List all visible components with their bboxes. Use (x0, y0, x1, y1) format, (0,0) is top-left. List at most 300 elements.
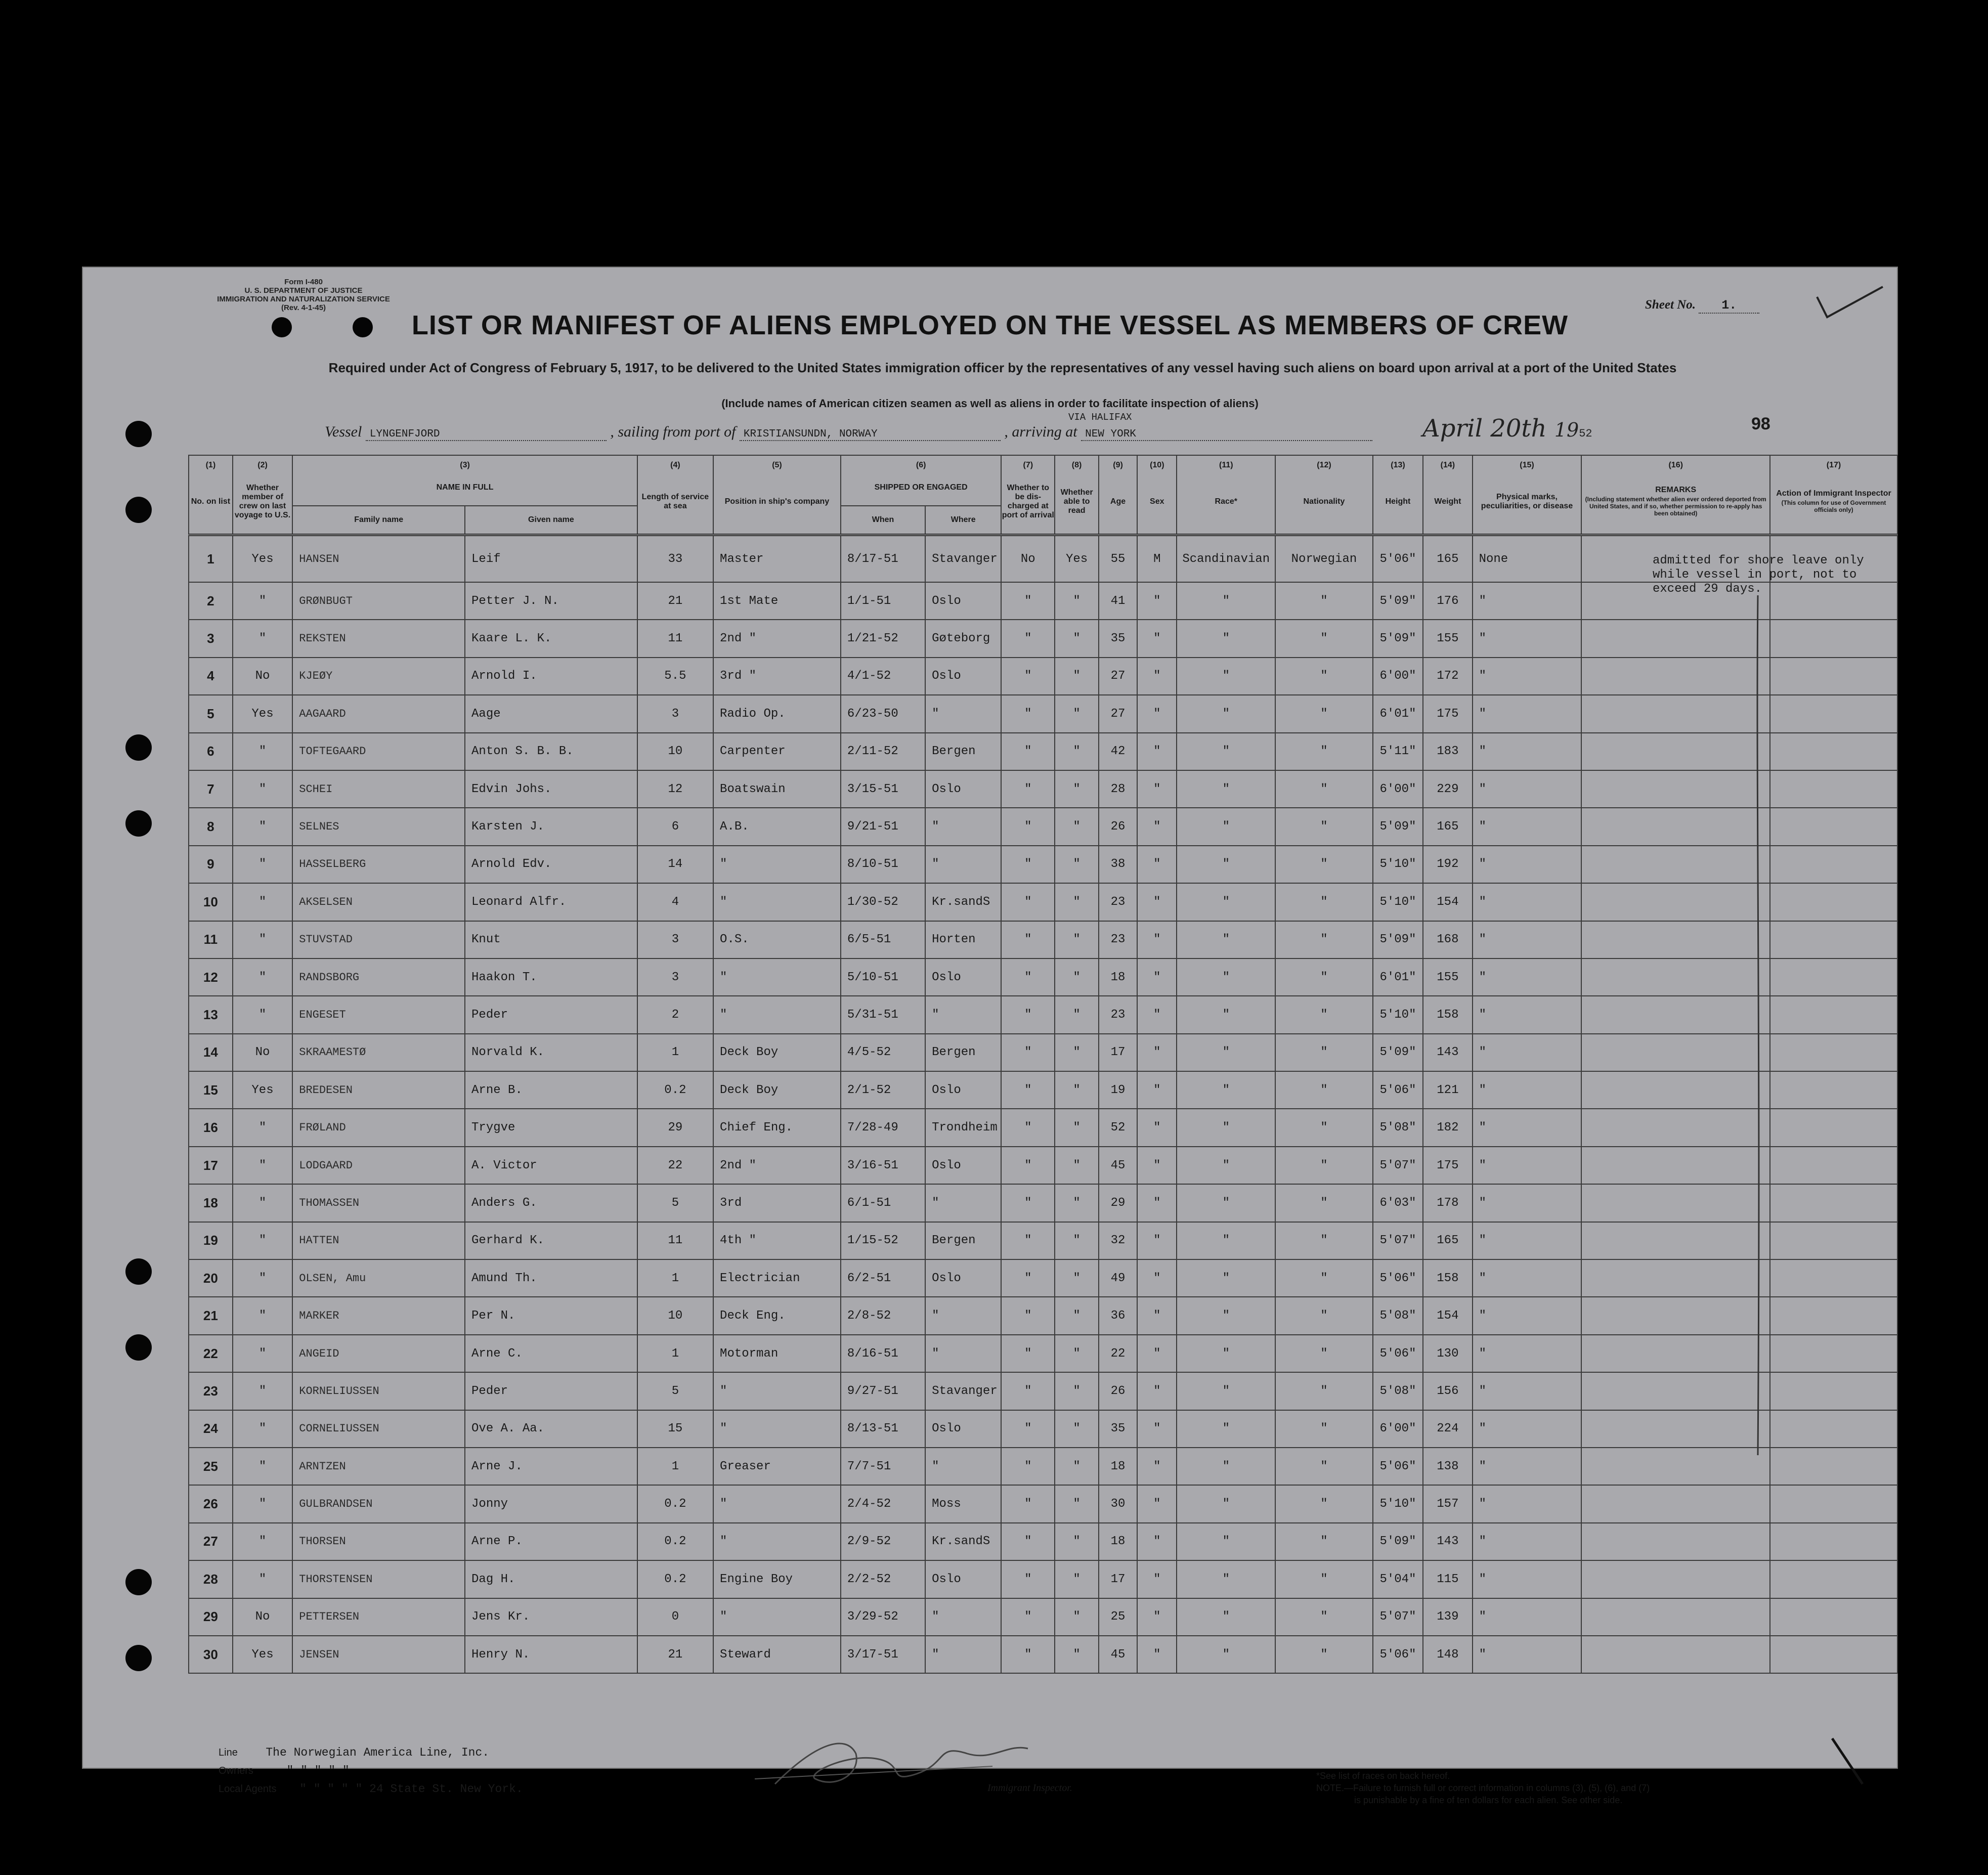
cell-marks: None (1473, 535, 1582, 583)
cell-nationality: " (1275, 1034, 1373, 1071)
cell-read: " (1055, 1636, 1099, 1673)
header-position: Position in ship's company (713, 470, 841, 535)
cell-height: 5'07" (1373, 1147, 1423, 1184)
cell-given: Edvin Johs. (465, 770, 637, 808)
binder-hole (125, 1645, 152, 1671)
cell-given: Arne J. (465, 1448, 637, 1485)
cell-marks: " (1473, 620, 1582, 657)
cell-given: A. Victor (465, 1147, 637, 1184)
cell-sex: " (1137, 1372, 1177, 1410)
cell-crew: " (233, 1109, 293, 1146)
cell-position: Chief Eng. (713, 1109, 841, 1146)
cell-where: " (925, 1636, 1001, 1673)
footer-note-line: *See list of races on back hereof. (1316, 1771, 1450, 1781)
cell-age: 17 (1099, 1560, 1137, 1598)
cell-marks: " (1473, 1372, 1582, 1410)
cell-height: 5'09" (1373, 1034, 1423, 1071)
cell-age: 32 (1099, 1222, 1137, 1259)
cell-discharged: " (1001, 1259, 1055, 1297)
manifest-sheet (82, 267, 1898, 1805)
header-when: When (841, 506, 925, 535)
binder-hole (125, 734, 152, 761)
cell-sex: " (1137, 921, 1177, 958)
footer-note (1316, 1770, 1650, 1806)
cell-marks: " (1473, 921, 1582, 958)
cell-no: 3 (189, 620, 233, 657)
table-row (189, 770, 1897, 808)
cell-no: 9 (189, 846, 233, 883)
cell-nationality: " (1275, 1184, 1373, 1222)
col-num: (6) (841, 455, 1001, 470)
cell-family: KJEØY (292, 658, 465, 695)
cell-height: 5'09" (1373, 582, 1423, 620)
table-row (189, 1523, 1897, 1560)
cell-discharged: " (1001, 582, 1055, 620)
cell-discharged: " (1001, 1071, 1055, 1109)
cell-age: 23 (1099, 996, 1137, 1033)
col-num: (15) (1473, 455, 1582, 470)
cell-discharged: " (1001, 921, 1055, 958)
cell-family: KORNELIUSSEN (292, 1372, 465, 1410)
cell-length: 11 (637, 1222, 713, 1259)
cell-nationality: Norwegian (1275, 535, 1373, 583)
table-row (189, 921, 1897, 958)
cell-age: 36 (1099, 1297, 1137, 1334)
col-num: (14) (1423, 455, 1472, 470)
cell-discharged: " (1001, 846, 1055, 883)
cell-given: Peder (465, 1372, 637, 1410)
col-num: (9) (1099, 455, 1137, 470)
cell-race: " (1177, 770, 1275, 808)
cell-height: 6'00" (1373, 658, 1423, 695)
cell-empty (1770, 1109, 1897, 1146)
cell-position: 2nd " (713, 1147, 841, 1184)
page-number: 98 (1751, 414, 1770, 433)
cell-position: Boatswain (713, 770, 841, 808)
cell-family: FRØLAND (292, 1109, 465, 1146)
cell-length: 0 (637, 1598, 713, 1636)
cell-height: 5'06" (1373, 1259, 1423, 1297)
cell-nationality: " (1275, 733, 1373, 770)
cell-marks: " (1473, 733, 1582, 770)
cell-when: 7/7-51 (841, 1448, 925, 1485)
cell-where: " (925, 996, 1001, 1033)
cell-position: Greaser (713, 1448, 841, 1485)
cell-where: Oslo (925, 658, 1001, 695)
cell-length: 5.5 (637, 658, 713, 695)
cell-race: " (1177, 1372, 1275, 1410)
cell-nationality: " (1275, 770, 1373, 808)
cell-length: 1 (637, 1448, 713, 1485)
cell-height: 5'09" (1373, 921, 1423, 958)
crew-table (188, 455, 1898, 1674)
cell-where: " (925, 846, 1001, 883)
cell-crew: " (233, 1560, 293, 1598)
cell-no: 6 (189, 733, 233, 770)
cell-marks: " (1473, 1560, 1582, 1598)
cell-when: 6/1-51 (841, 1184, 925, 1222)
cell-empty (1581, 808, 1770, 845)
cell-family: BREDESEN (292, 1071, 465, 1109)
cell-read: " (1055, 883, 1099, 921)
remark-bracket-line (1754, 595, 1764, 1455)
cell-marks: " (1473, 1485, 1582, 1522)
cell-weight: 143 (1423, 1034, 1472, 1071)
cell-length: 0.2 (637, 1560, 713, 1598)
cell-empty (1581, 733, 1770, 770)
cell-age: 18 (1099, 1523, 1137, 1560)
cell-discharged: " (1001, 1222, 1055, 1259)
cell-family: RANDSBORG (292, 958, 465, 996)
table-row (189, 1598, 1897, 1636)
cell-length: 1 (637, 1259, 713, 1297)
cell-height: 5'06" (1373, 1335, 1423, 1372)
cell-given: Karsten J. (465, 808, 637, 845)
cell-position: 3rd (713, 1184, 841, 1222)
cell-given: Trygve (465, 1109, 637, 1146)
cell-family: THORSEN (292, 1523, 465, 1560)
cell-race: " (1177, 1034, 1275, 1071)
table-row (189, 808, 1897, 845)
footer-line-value: The Norwegian America Line, Inc. (266, 1746, 490, 1759)
cell-length: 3 (637, 958, 713, 996)
cell-empty (1581, 658, 1770, 695)
cell-sex: " (1137, 1636, 1177, 1673)
cell-no: 5 (189, 695, 233, 732)
cell-empty (1770, 1560, 1897, 1598)
cell-nationality: " (1275, 846, 1373, 883)
cell-where: " (925, 1448, 1001, 1485)
cell-marks: " (1473, 883, 1582, 921)
header-action-title: Action of Immigrant Inspector (1776, 489, 1891, 498)
cell-age: 45 (1099, 1636, 1137, 1673)
form-identifier (212, 278, 395, 312)
cell-where: Moss (925, 1485, 1001, 1522)
cell-no: 22 (189, 1335, 233, 1372)
cell-discharged: " (1001, 1034, 1055, 1071)
cell-given: Arne P. (465, 1523, 637, 1560)
cell-age: 26 (1099, 1372, 1137, 1410)
cell-family: STUVSTAD (292, 921, 465, 958)
binder-hole (125, 497, 152, 523)
cell-position: Deck Boy (713, 1034, 841, 1071)
cell-when: 5/10-51 (841, 958, 925, 996)
cell-length: 10 (637, 1297, 713, 1334)
cell-read: " (1055, 996, 1099, 1033)
cell-nationality: " (1275, 996, 1373, 1033)
cell-marks: " (1473, 846, 1582, 883)
table-row (189, 846, 1897, 883)
cell-empty (1770, 958, 1897, 996)
cell-weight: 154 (1423, 1297, 1472, 1334)
cell-when: 1/1-51 (841, 582, 925, 620)
cell-race: " (1177, 1071, 1275, 1109)
arriving-port: NEW YORK (1081, 428, 1372, 441)
cell-where: Bergen (925, 733, 1001, 770)
cell-crew: " (233, 958, 293, 996)
cell-given: Anders G. (465, 1184, 637, 1222)
cell-age: 18 (1099, 958, 1137, 996)
cell-weight: 130 (1423, 1335, 1472, 1372)
table-row (189, 1259, 1897, 1297)
cell-nationality: " (1275, 1560, 1373, 1598)
footer-agents-label: Local Agents (219, 1783, 277, 1795)
cell-marks: " (1473, 1636, 1582, 1673)
cell-sex: " (1137, 1222, 1177, 1259)
cell-sex: " (1137, 770, 1177, 808)
cell-age: 27 (1099, 695, 1137, 732)
cell-marks: " (1473, 770, 1582, 808)
cell-read: " (1055, 582, 1099, 620)
cell-weight: 138 (1423, 1448, 1472, 1485)
table-row (189, 1485, 1897, 1522)
header-able-to-read: Whether able to read (1055, 470, 1099, 535)
cell-when: 2/4-52 (841, 1485, 925, 1522)
header-given-name: Given name (465, 506, 637, 535)
cell-race: " (1177, 1259, 1275, 1297)
header-no-on-list: No. on list (189, 470, 233, 535)
cell-race: " (1177, 1448, 1275, 1485)
cell-nationality: " (1275, 1222, 1373, 1259)
cell-age: 35 (1099, 1410, 1137, 1448)
table-row (189, 1335, 1897, 1372)
cell-marks: " (1473, 996, 1582, 1033)
cell-sex: " (1137, 1410, 1177, 1448)
cell-given: Haakon T. (465, 958, 637, 996)
col-num: (2) (233, 455, 293, 470)
cell-empty (1581, 1071, 1770, 1109)
cell-family: AAGAARD (292, 695, 465, 732)
cell-when: 3/16-51 (841, 1147, 925, 1184)
cell-given: Peder (465, 996, 637, 1033)
cell-height: 5'06" (1373, 1636, 1423, 1673)
cell-nationality: " (1275, 1448, 1373, 1485)
cell-family: GRØNBUGT (292, 582, 465, 620)
cell-crew: No (233, 1034, 293, 1071)
cell-discharged: " (1001, 1598, 1055, 1636)
cell-age: 49 (1099, 1259, 1137, 1297)
cell-family: SCHEI (292, 770, 465, 808)
cell-crew: " (233, 996, 293, 1033)
cell-empty (1581, 1598, 1770, 1636)
table-row (189, 733, 1897, 770)
cell-given: Amund Th. (465, 1259, 637, 1297)
cell-weight: 155 (1423, 958, 1472, 996)
cell-length: 5 (637, 1372, 713, 1410)
cell-marks: " (1473, 1259, 1582, 1297)
cell-no: 12 (189, 958, 233, 996)
cell-marks: " (1473, 1523, 1582, 1560)
cell-weight: 176 (1423, 582, 1472, 620)
cell-crew: " (233, 846, 293, 883)
cell-marks: " (1473, 1147, 1582, 1184)
form-number: Form I-480 (284, 278, 323, 286)
sailing-label: , sailing from port of (610, 423, 736, 440)
cell-marks: " (1473, 1410, 1582, 1448)
cell-empty (1770, 1598, 1897, 1636)
cell-age: 22 (1099, 1335, 1137, 1372)
cell-sex: " (1137, 1034, 1177, 1071)
cell-marks: " (1473, 1297, 1582, 1334)
cell-nationality: " (1275, 883, 1373, 921)
cell-when: 8/16-51 (841, 1335, 925, 1372)
cell-nationality: " (1275, 582, 1373, 620)
cell-empty (1581, 1109, 1770, 1146)
cell-height: 5'10" (1373, 883, 1423, 921)
cell-race: " (1177, 1410, 1275, 1448)
page-title: LIST OR MANIFEST OF ALIENS EMPLOYED ON THE VESSEL AS MEMBERS OF CREW (411, 310, 1569, 340)
cell-discharged: " (1001, 1335, 1055, 1372)
cell-marks: " (1473, 582, 1582, 620)
cell-family: THOMASSEN (292, 1184, 465, 1222)
cell-crew: " (233, 770, 293, 808)
cell-weight: 183 (1423, 733, 1472, 770)
cell-sex: " (1137, 1147, 1177, 1184)
cell-no: 26 (189, 1485, 233, 1522)
cell-age: 23 (1099, 883, 1137, 921)
cell-empty (1770, 1636, 1897, 1673)
cell-given: Arnold I. (465, 658, 637, 695)
cell-where: " (925, 1297, 1001, 1334)
cell-length: 21 (637, 1636, 713, 1673)
service-name: IMMIGRATION AND NATURALIZATION SERVICE (217, 295, 390, 303)
cell-crew: " (233, 1335, 293, 1372)
cell-empty (1770, 996, 1897, 1033)
cell-age: 23 (1099, 921, 1137, 958)
cell-age: 29 (1099, 1184, 1137, 1222)
cell-nationality: " (1275, 1598, 1373, 1636)
cell-sex: " (1137, 808, 1177, 845)
cell-when: 4/1-52 (841, 658, 925, 695)
cell-crew: " (233, 1410, 293, 1448)
cell-crew: " (233, 1184, 293, 1222)
table-row (189, 658, 1897, 695)
cell-weight: 172 (1423, 658, 1472, 695)
table-row (189, 1372, 1897, 1410)
cell-empty (1581, 1410, 1770, 1448)
cell-height: 5'06" (1373, 1071, 1423, 1109)
cell-position: 4th " (713, 1222, 841, 1259)
col-num: (3) (292, 455, 637, 470)
cell-weight: 175 (1423, 1147, 1472, 1184)
cell-marks: " (1473, 658, 1582, 695)
cell-height: 5'09" (1373, 808, 1423, 845)
cell-weight: 156 (1423, 1372, 1472, 1410)
cell-empty (1770, 1297, 1897, 1334)
cell-read: " (1055, 1109, 1099, 1146)
sheet-number-value: 1. (1699, 298, 1759, 314)
cell-age: 52 (1099, 1109, 1137, 1146)
cell-empty (1770, 921, 1897, 958)
cell-height: 5'06" (1373, 1448, 1423, 1485)
cell-length: 14 (637, 846, 713, 883)
cell-family: HASSELBERG (292, 846, 465, 883)
cell-discharged: " (1001, 733, 1055, 770)
cell-position: " (713, 996, 841, 1033)
cell-where: Trondheim (925, 1109, 1001, 1146)
cell-empty (1581, 1147, 1770, 1184)
cell-sex: " (1137, 1335, 1177, 1372)
cell-empty (1770, 1071, 1897, 1109)
cell-weight: 165 (1423, 1222, 1472, 1259)
cell-length: 3 (637, 695, 713, 732)
cell-no: 30 (189, 1636, 233, 1673)
footer-owners-value: " " " " " (286, 1764, 350, 1777)
cell-family: ARNTZEN (292, 1448, 465, 1485)
cell-no: 17 (189, 1147, 233, 1184)
cell-family: CORNELIUSSEN (292, 1410, 465, 1448)
cell-length: 4 (637, 883, 713, 921)
cell-length: 22 (637, 1147, 713, 1184)
table-row (189, 996, 1897, 1033)
cell-length: 10 (637, 733, 713, 770)
cell-marks: " (1473, 1109, 1582, 1146)
cell-no: 20 (189, 1259, 233, 1297)
cell-age: 28 (1099, 770, 1137, 808)
cell-empty (1581, 1636, 1770, 1673)
cell-family: AKSELSEN (292, 883, 465, 921)
cell-race: " (1177, 883, 1275, 921)
cell-when: 2/1-52 (841, 1071, 925, 1109)
cell-empty (1770, 620, 1897, 657)
cell-nationality: " (1275, 1636, 1373, 1673)
cell-given: Dag H. (465, 1560, 637, 1598)
cell-read: " (1055, 733, 1099, 770)
cell-nationality: " (1275, 958, 1373, 996)
cell-crew: " (233, 1297, 293, 1334)
cell-position: Steward (713, 1636, 841, 1673)
cell-empty (1581, 1034, 1770, 1071)
table-row (189, 582, 1897, 620)
cell-race: " (1177, 733, 1275, 770)
cell-discharged: " (1001, 1184, 1055, 1222)
cell-sex: " (1137, 620, 1177, 657)
cell-position: Motorman (713, 1335, 841, 1372)
cell-family: JENSEN (292, 1636, 465, 1673)
cell-height: 5'07" (1373, 1222, 1423, 1259)
cell-family: HANSEN (292, 535, 465, 583)
cell-read: " (1055, 695, 1099, 732)
include-note: (Include names of American citizen seamen as well as aliens in order to facilitate inspection of aliens) (721, 397, 1259, 410)
table-row (189, 1147, 1897, 1184)
cell-discharged: " (1001, 996, 1055, 1033)
cell-no: 28 (189, 1560, 233, 1598)
cell-empty (1581, 1448, 1770, 1485)
cell-nationality: " (1275, 1335, 1373, 1372)
cell-family: LODGAARD (292, 1147, 465, 1184)
cell-age: 17 (1099, 1034, 1137, 1071)
cell-weight: 143 (1423, 1523, 1472, 1560)
cell-crew: Yes (233, 535, 293, 583)
cell-race: " (1177, 808, 1275, 845)
cell-marks: " (1473, 1448, 1582, 1485)
cell-read: " (1055, 1222, 1099, 1259)
cell-no: 24 (189, 1410, 233, 1448)
cell-weight: 175 (1423, 695, 1472, 732)
cell-crew: " (233, 921, 293, 958)
table-row (189, 1071, 1897, 1109)
cell-no: 13 (189, 996, 233, 1033)
cell-family: THORSTENSEN (292, 1560, 465, 1598)
cell-nationality: " (1275, 695, 1373, 732)
cell-no: 2 (189, 582, 233, 620)
cell-given: Jonny (465, 1485, 637, 1522)
cell-position: Deck Eng. (713, 1297, 841, 1334)
col-num: (16) (1581, 455, 1770, 470)
cell-empty (1581, 695, 1770, 732)
arrival-date-written: April 20th (1422, 414, 1547, 443)
col-num: (8) (1055, 455, 1099, 470)
